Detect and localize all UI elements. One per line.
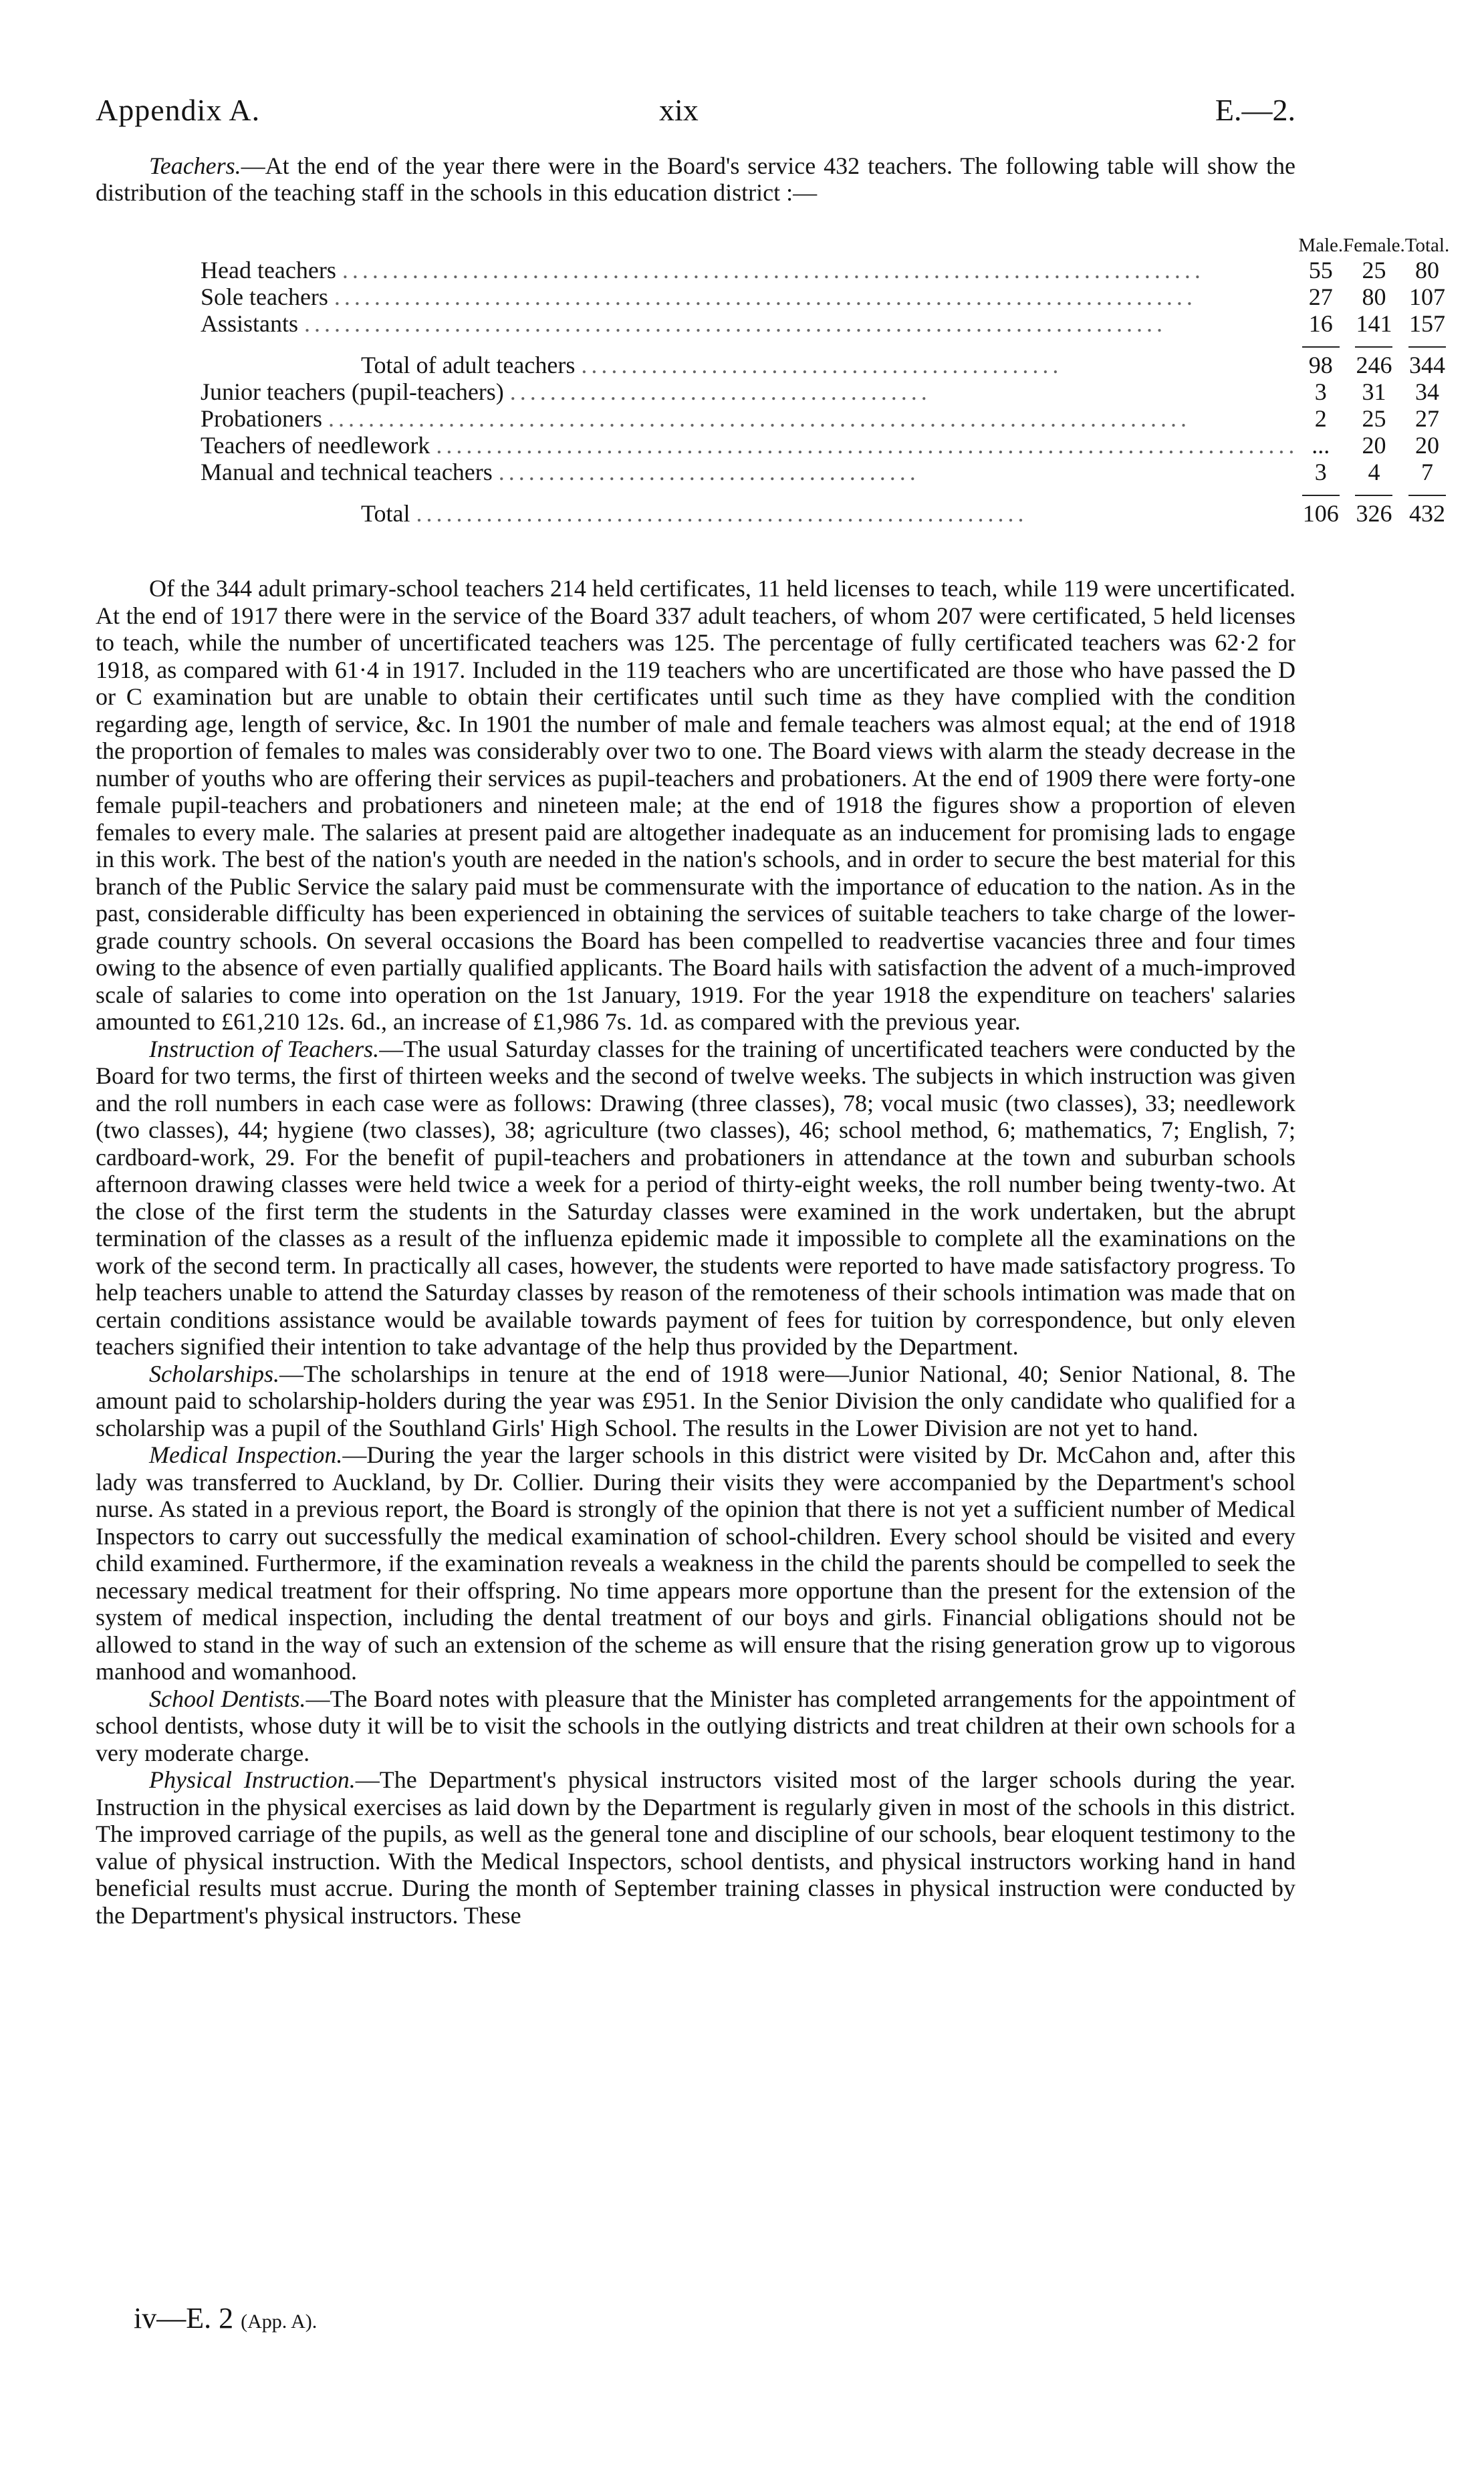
cell-female: 326 — [1356, 500, 1392, 527]
row-label: Sole teachers — [201, 283, 328, 310]
row-label: Total — [361, 500, 410, 527]
row-label: Manual and technical teachers — [201, 459, 493, 485]
subtotal-rule-row — [201, 337, 1449, 352]
divider — [1302, 495, 1340, 496]
cell-female: 25 — [1362, 257, 1386, 283]
paragraph-school-dentists — [96, 1685, 1295, 1767]
column-header-male: Male. — [1298, 235, 1344, 256]
section-title: Teachers. — [149, 152, 241, 179]
section-title: Scholarships. — [149, 1360, 280, 1387]
table-row: Manual and technical teachers .......................................... 3 4 7 — [201, 459, 1449, 485]
cell-total: 432 — [1408, 500, 1445, 527]
divider — [1302, 346, 1340, 348]
row-label: Total of adult teachers — [361, 352, 576, 378]
table-row: Junior teachers (pupil-teachers) .......................................... 3 31 34 — [201, 378, 1449, 405]
cell-male: 3 — [1314, 378, 1327, 405]
paragraph-scholarships — [96, 1360, 1295, 1442]
table-row: Teachers of needlework ...................................................................................... ... 20 20 — [201, 432, 1449, 459]
total-rule-row — [201, 485, 1449, 500]
table-row: Assistants ...................................................................................... 16 141 157 — [201, 310, 1449, 337]
cell-female: 31 — [1362, 378, 1386, 405]
row-label: Teachers of needlework — [201, 432, 430, 459]
cell-male: 106 — [1302, 500, 1339, 527]
cell-male: 98 — [1308, 352, 1333, 378]
page-header — [0, 92, 1484, 146]
cell-total: 80 — [1414, 257, 1439, 283]
section-title: School Dentists. — [149, 1685, 306, 1712]
cell-female: 80 — [1362, 283, 1386, 310]
section-text: —The usual Saturday classes for the training of uncertificated teachers were conducted by the Board for two terms, the first of thirteen weeks and the second of twelve weeks. The subjects in which instruction was given and the roll numbers in each case were as follows: Drawing (three classes), 78; vocal music (two classes), 33; needlework (two classes), 44; hygiene (two classes), 38; agriculture (two classes), 46; school method, 6; mathematics, 7; English, 7; cardboard-work, 29. For the benefit of pupil-teachers and probationers in attendance at the town and suburban schools afternoon drawing classes were held twice a week for a period of thirty-eight weeks, the roll number being twenty-two. At the close of the first term the students in the Saturday classes were examined in the work undertaken, but the abrupt termination of the classes as a result of the influenza epidemic made it impossible to complete all the examinations on the work of the second term. In practically all cases, however, the students were reported to have made satisfactory progress. To help teachers unable to attend the Saturday classes by reason of the remoteness of their schools intimation was made that on certain conditions assistance would be available towards payment of fees for tuition by correspondence, but only eleven teachers signified their intention to take advantage of the help thus provided by the Department. — [96, 1035, 1295, 1360]
cell-total: 27 — [1414, 405, 1439, 432]
page-number: xix — [659, 93, 699, 127]
section-text: —The Board notes with pleasure that the Minister has completed arrangements for the appointment of school dentists, whose duty it will be to visit the schools in the outlying districts and treat children at their own schools for a very moderate charge. — [96, 1685, 1296, 1766]
cell-total: 157 — [1408, 310, 1445, 337]
divider — [1408, 346, 1446, 348]
cell-total: 107 — [1408, 283, 1445, 310]
adult-total-row: Total of adult teachers ................................................ 98 246 344 — [201, 352, 1449, 378]
column-header-female: Female. — [1343, 235, 1405, 256]
cell-total: 34 — [1414, 378, 1439, 405]
appendix-label: Appendix A. — [96, 93, 261, 127]
cell-male: ... — [1312, 432, 1330, 459]
section-text: —At the end of the year there were in the Board's service 432 teachers. The following table will show the distribution of the teaching staff in the schools in this education district :— — [96, 152, 1295, 206]
grand-total-row: Total ............................................................. 106 326 432 — [201, 500, 1449, 527]
table-row: Probationers ...................................................................................... 2 25 27 — [201, 405, 1449, 432]
paragraph-teachers-statistics: Of the 344 adult primary-school teachers 214 held certificates, 11 held licenses to teach, while 119 were uncertificated. At the end of 1917 there were in the service of the Board 337 adult teachers, of whom 207 were certificated, 5 held licenses to teach, while the number of uncertificated teachers was 125. The percentage of fully certificated teachers was 62·2 for 1918, as compared with 61·4 in 1917. Included in the 119 teachers who are uncertificated are those who have passed the D or C examination but are unable to obtain their certificates until such time as they have complied with the condition regarding age, length of service, &c. In 1901 the number of male and female teachers was almost equal; at the end of 1918 the proportion of females to males was considerably over two to one. The Board views with alarm the steady decrease in the number of youths who are offering their services as pupil-teachers and probationers. At the end of 1909 there were forty-one female pupil-teachers and probationers and nineteen male; at the end of 1918 the figures show a proportion of eleven females to every male. The salaries at present paid are altogether inadequate as an inducement for promising lads to engage in this work. The best of the nation's youth are needed in the nation's schools, and in order to secure the best material for this branch of the Public Service the salary paid must be commensurate with the importance of education to the nation. As in the past, considerable difficulty has been experienced in obtaining the services of suitable teachers to take charge of the lower-grade country schools. On several occasions the Board has been compelled to readvertise vacancies three and four times owing to the absence of even partially qualified applicants. The Board hails with satisfaction the advent of a much-improved scale of salaries to come into operation on the 1st January, 1919. For the year 1918 the expenditure on teachers' salaries amounted to £61,210 12s. 6d., an increase of £1,986 7s. 1d. as compared with the previous year. — [96, 575, 1295, 1035]
cell-male: 27 — [1308, 283, 1333, 310]
footer-note: (App. A). — [241, 2311, 318, 2333]
table-row: Head teachers ...................................................................................... 55 25 80 — [201, 257, 1449, 283]
row-label: Probationers — [201, 405, 322, 432]
report-body — [96, 575, 1295, 1929]
cell-female: 20 — [1362, 432, 1386, 459]
section-title: Medical Inspection. — [149, 1441, 343, 1468]
page-footer — [134, 2301, 317, 2335]
table-header-row — [201, 234, 1449, 257]
paragraph-medical-inspection — [96, 1441, 1295, 1685]
divider — [1355, 495, 1392, 496]
divider — [1408, 495, 1446, 496]
teaching-staff-table — [201, 234, 1449, 527]
document-code: E.—2. — [1215, 93, 1295, 127]
cell-total: 7 — [1420, 459, 1433, 485]
row-label: Junior teachers (pupil-teachers) — [201, 378, 504, 405]
section-text: —The Department's physical instructors visited most of the larger schools during the year. Instruction in the physical exercises as laid down by the Department is regularly given in most of the schools in this district. The improved carriage of the pupils, as well as the general tone and discipline of our schools, bear eloquent testimony to the value of physical instruction. With the Medical Inspectors, school dentists, and physical instructors working hand in hand beneficial results must accrue. During the month of September training classes in physical instruction were conducted by the Department's physical instructors. These — [96, 1766, 1295, 1929]
cell-total: 344 — [1408, 352, 1445, 378]
section-text: —During the year the larger schools in this district were visited by Dr. McCahon and, after this lady was transferred to Auckland, by Dr. Collier. During their visits they were accompanied by the Department's school nurse. As stated in a previous report, the Board is strongly of the opinion that there is not yet a sufficient number of Medical Inspectors to carry out successfully the medical examination of school-children. Every school should be visited and every child examined. Furthermore, if the examination reveals a weakness in the child the parents should be compelled to seek the necessary medical treatment for their offspring. No time appears more opportune than the present for the extension of the system of medical inspection, including the dental treatment of our boys and girls. Financial obligations should not be allowed to stand in the way of such an extension of the scheme as will ensure that the rising generation grow up to vigorous manhood and womanhood. — [96, 1441, 1295, 1685]
cell-male: 3 — [1314, 459, 1327, 485]
row-label: Head teachers — [201, 257, 336, 283]
section-title: Physical Instruction. — [149, 1766, 356, 1793]
section-title: Instruction of Teachers. — [149, 1035, 380, 1062]
column-header-total: Total. — [1404, 235, 1450, 256]
paragraph-physical-instruction — [96, 1766, 1295, 1929]
teachers-intro — [96, 152, 1295, 206]
cell-male: 2 — [1314, 405, 1327, 432]
row-label: Assistants — [201, 310, 299, 337]
cell-male: 55 — [1308, 257, 1333, 283]
printer-signature: iv—E. 2 — [134, 2302, 234, 2335]
cell-female: 4 — [1368, 459, 1380, 485]
cell-female: 25 — [1362, 405, 1386, 432]
section-text: —The scholarships in tenure at the end of 1918 were—Junior National, 40; Senior National, 8. The amount paid to scholarship-holders during the year was £951. In the Senior Division the only candidate who qualified for a scholarship was a pupil of the Southland Girls' High School. The results in the Lower Division are not yet to hand. — [96, 1360, 1295, 1441]
divider — [1355, 346, 1392, 348]
cell-female: 246 — [1356, 352, 1392, 378]
cell-female: 141 — [1356, 310, 1392, 337]
cell-male: 16 — [1308, 310, 1333, 337]
cell-total: 20 — [1414, 432, 1439, 459]
paragraph-instruction-of-teachers — [96, 1036, 1295, 1360]
table-row: Sole teachers ...................................................................................... 27 80 107 — [201, 283, 1449, 310]
